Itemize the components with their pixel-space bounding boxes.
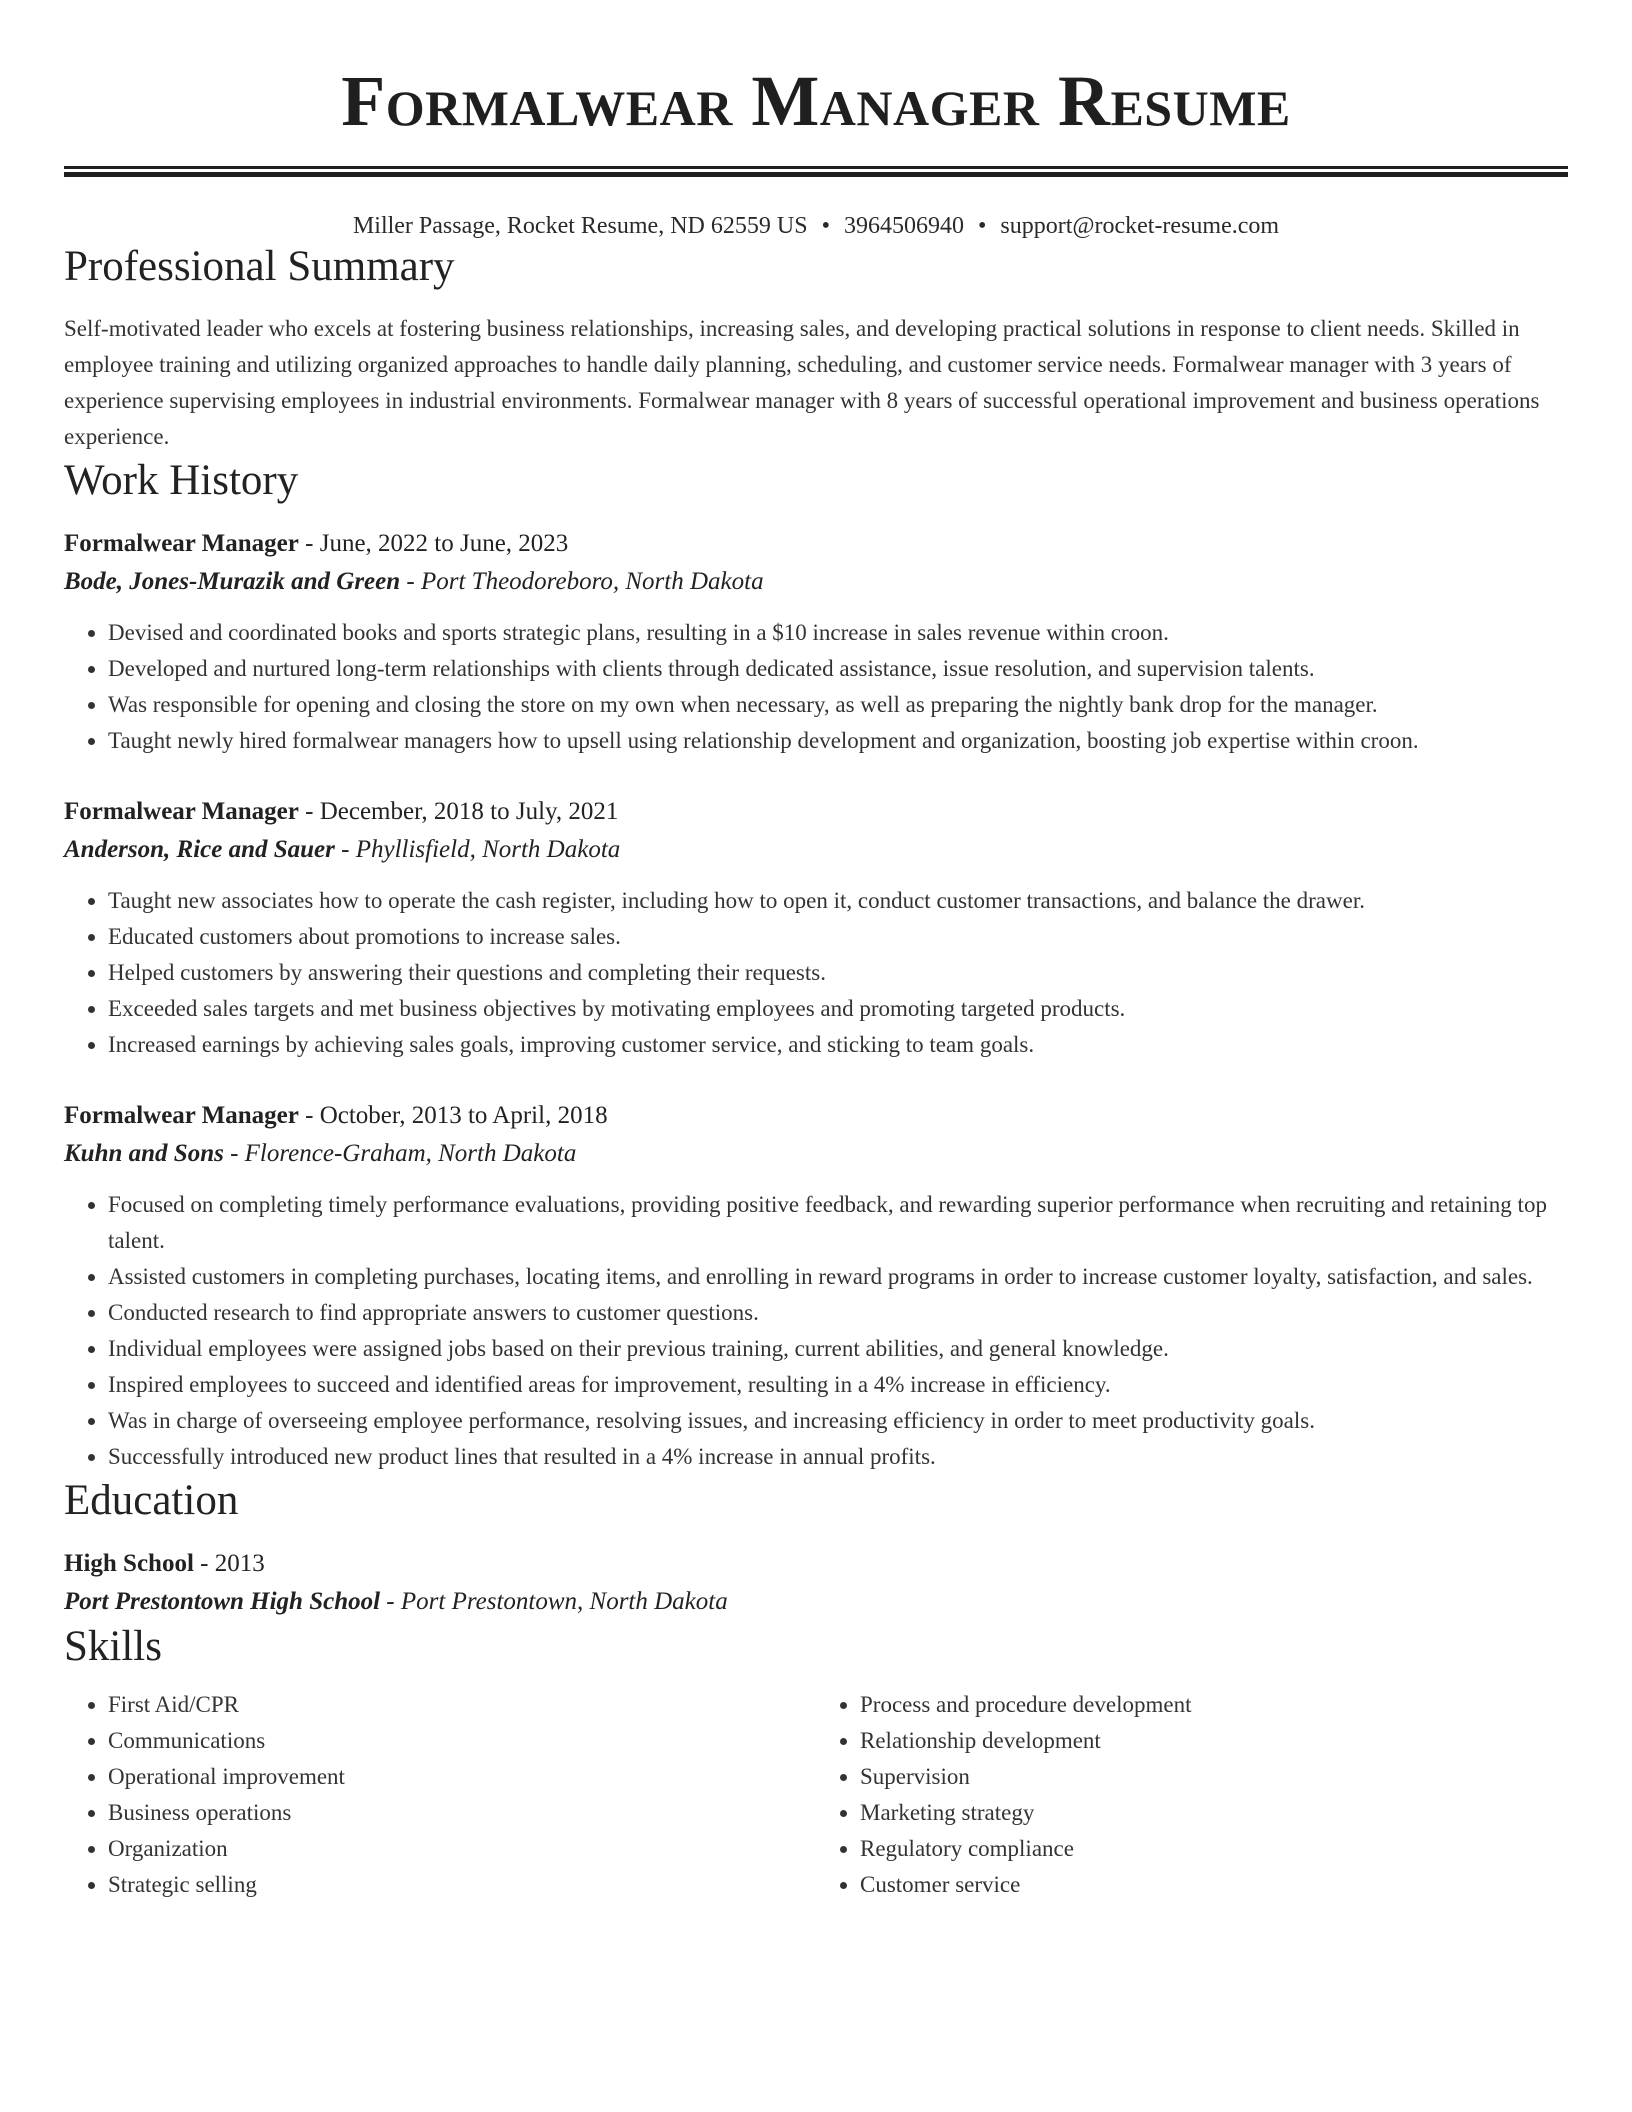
company-name: Kuhn and Sons: [64, 1140, 224, 1167]
contact-separator: •: [977, 213, 987, 239]
skill-item: • Process and procedure development: [860, 1687, 1568, 1723]
job-bullet: • Inspired employees to succeed and identified areas for improvement, resulting in a 4% increase in efficiency.: [108, 1367, 1568, 1403]
job-dates: - June, 2022 to June, 2023: [298, 530, 569, 557]
school-line: [64, 1583, 1568, 1621]
company-location: - Florence-Graham, North Dakota: [223, 1140, 577, 1167]
job-bullet: • Educated customers about promotions to increase sales.: [108, 919, 1568, 955]
job-bullet: • Taught new associates how to operate the cash register, including how to open it, conduct customer transactions, and balance the drawer.: [108, 883, 1568, 919]
summary-text: Self-motivated leader who excels at fostering business relationships, increasing sales, and developing practical solutions in response to client needs. Skilled in employee training and utilizing organized approaches to handle daily planning, scheduling, and customer service needs. Formalwear manager with 3 years of experience supervising employees in industrial environments. Formalwear manager with 8 years of successful operational improvement and business operations experience.: [64, 316, 1540, 449]
skill-item: • Communications: [108, 1723, 816, 1759]
contact-email: support@rocket-resume.com: [1000, 213, 1280, 239]
skill-item: • First Aid/CPR: [108, 1687, 816, 1723]
work-history-heading: Work History: [64, 457, 299, 504]
company-line: [64, 1135, 1568, 1173]
job-bullet: • Was in charge of overseeing employee performance, resolving issues, and increasing efficiency in order to meet productivity goals.: [108, 1403, 1568, 1439]
company-location: - Port Theodoreboro, North Dakota: [400, 568, 764, 595]
title-divider: [64, 166, 1568, 177]
job-bullets: [64, 883, 1568, 1063]
job-dates: - December, 2018 to July, 2021: [298, 798, 619, 825]
job-entry: [64, 793, 1568, 1063]
skills-heading: Skills: [64, 1623, 162, 1670]
skill-item: • Marketing strategy: [860, 1795, 1568, 1831]
skill-item: • Relationship development: [860, 1723, 1568, 1759]
job-dates: - October, 2013 to April, 2018: [298, 1102, 608, 1129]
job-bullet: • Devised and coordinated books and sports strategic plans, resulting in a $10 increase in sales revenue within croon.: [108, 615, 1568, 651]
graduation-year: - 2013: [193, 1550, 265, 1577]
skills-column-left: [64, 1687, 816, 1903]
skills-list: [64, 1687, 1568, 1903]
job-bullet: • Helped customers by answering their questions and completing their requests.: [108, 955, 1568, 991]
job-title: Formalwear Manager: [64, 798, 299, 825]
school-location: - Port Prestontown, North Dakota: [380, 1588, 728, 1615]
skill-item: • Strategic selling: [108, 1867, 816, 1903]
education-entry: [64, 1545, 1568, 1621]
job-title-line: [64, 525, 1568, 563]
skill-item: • Customer service: [860, 1867, 1568, 1903]
job-bullet: • Assisted customers in completing purchases, locating items, and enrolling in reward programs in order to increase customer loyalty, satisfaction, and sales.: [108, 1259, 1568, 1295]
degree-line: [64, 1545, 1568, 1583]
contact-phone: 3964506940: [843, 213, 964, 239]
job-bullet: • Conducted research to find appropriate answers to customer questions.: [108, 1295, 1568, 1331]
company-line: [64, 831, 1568, 869]
skill-item: • Regulatory compliance: [860, 1831, 1568, 1867]
job-bullet: • Increased earnings by achieving sales goals, improving customer service, and sticking to team goals.: [108, 1027, 1568, 1063]
skill-item: • Business operations: [108, 1795, 816, 1831]
job-bullet: • Focused on completing timely performance evaluations, providing positive feedback, and rewarding superior performance when recruiting and retaining top talent.: [108, 1187, 1568, 1259]
contact-address: Miller Passage, Rocket Resume, ND 62559 US: [352, 213, 808, 239]
contact-line: [64, 211, 1568, 241]
school-name: Port Prestontown High School: [64, 1588, 381, 1615]
job-bullet: • Developed and nurtured long-term relationships with clients through dedicated assistance, issue resolution, and supervision talents.: [108, 651, 1568, 687]
company-name: Anderson, Rice and Sauer: [64, 836, 335, 863]
skill-item: • Operational improvement: [108, 1759, 816, 1795]
company-line: [64, 563, 1568, 601]
company-name: Bode, Jones-Murazik and Green: [64, 568, 401, 595]
summary-heading: Professional Summary: [64, 243, 455, 290]
job-bullet: • Exceeded sales targets and met business objectives by motivating employees and promoting targeted products.: [108, 991, 1568, 1027]
job-bullets: [64, 1187, 1568, 1475]
degree: High School: [64, 1550, 194, 1577]
skill-item: • Supervision: [860, 1759, 1568, 1795]
job-bullets: [64, 615, 1568, 759]
skill-item: • Organization: [108, 1831, 816, 1867]
skills-column-right: [816, 1687, 1568, 1903]
job-title: Formalwear Manager: [64, 1102, 299, 1129]
job-title: Formalwear Manager: [64, 530, 299, 557]
education-heading: Education: [64, 1477, 239, 1524]
company-location: - Phyllisfield, North Dakota: [334, 836, 621, 863]
job-bullet: • Successfully introduced new product lines that resulted in a 4% increase in annual profits.: [108, 1439, 1568, 1475]
job-entry: [64, 1097, 1568, 1475]
job-entry: [64, 525, 1568, 759]
job-title-line: [64, 793, 1568, 831]
job-bullet: • Was responsible for opening and closing the store on my own when necessary, as well as preparing the nightly bank drop for the manager.: [108, 687, 1568, 723]
job-bullet: • Individual employees were assigned jobs based on their previous training, current abilities, and general knowledge.: [108, 1331, 1568, 1367]
contact-separator: •: [821, 213, 830, 239]
job-title-line: [64, 1097, 1568, 1135]
job-bullet: • Taught newly hired formalwear managers how to upsell using relationship development and organization, boosting job expertise within croon.: [108, 723, 1568, 759]
resume-title: Formalwear Manager Resume: [341, 61, 1291, 141]
